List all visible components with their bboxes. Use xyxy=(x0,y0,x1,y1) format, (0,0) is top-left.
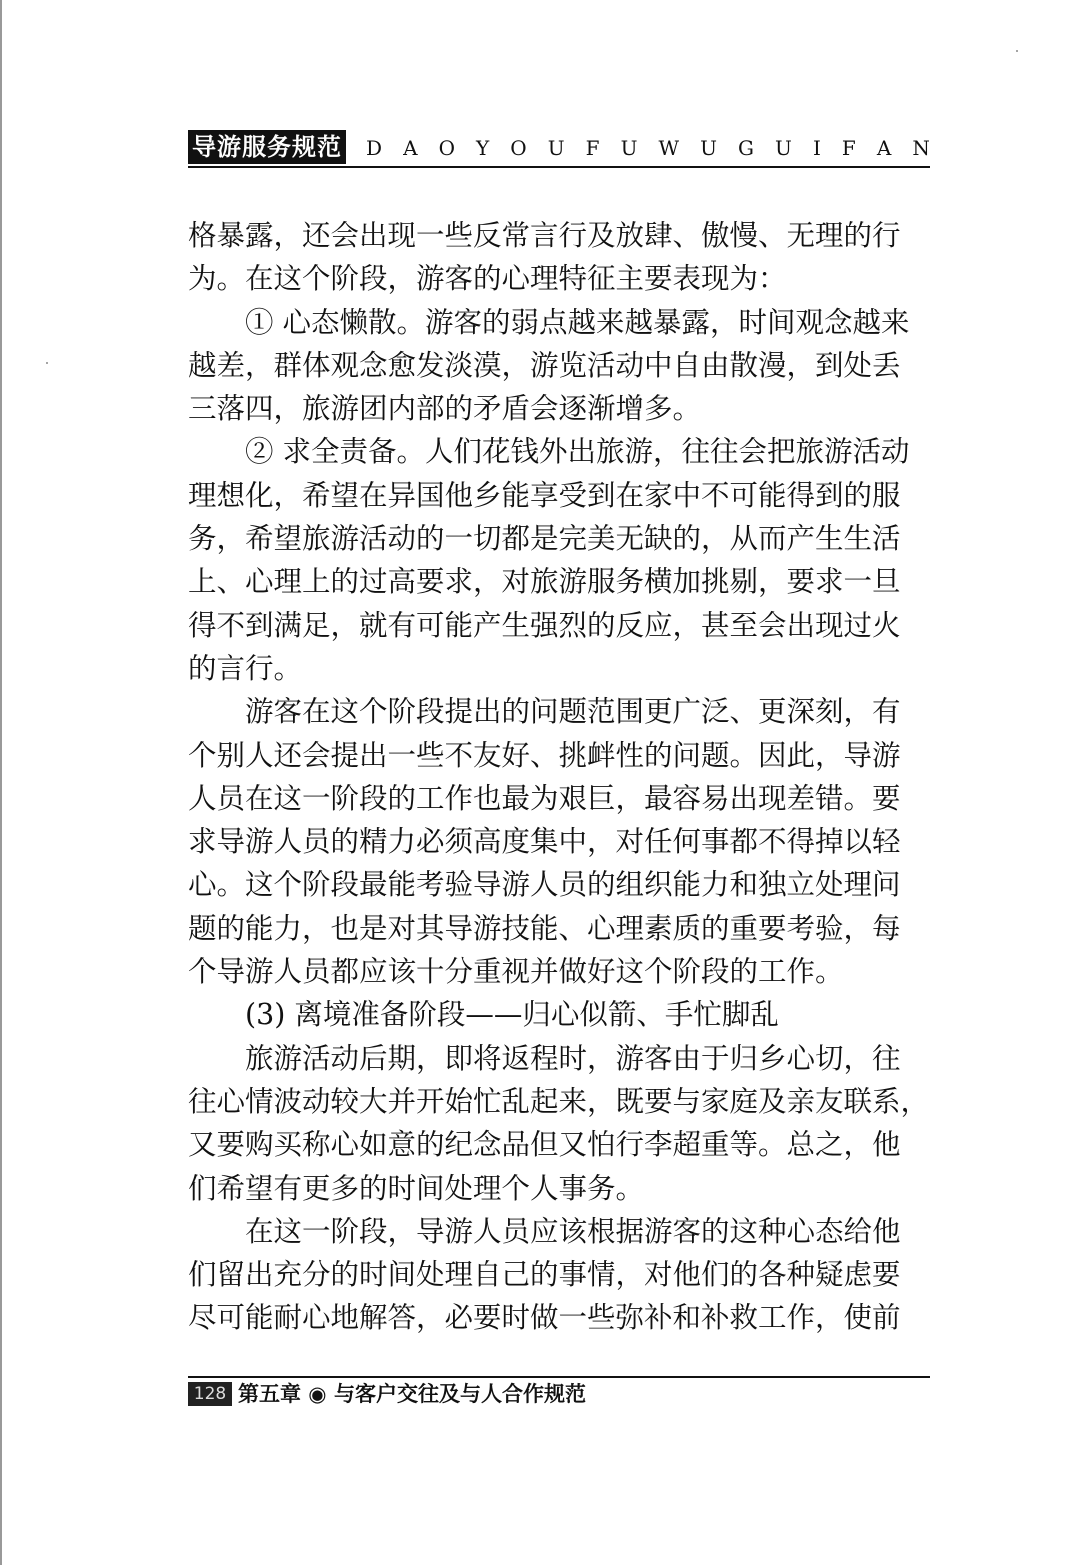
footer-rule xyxy=(188,1376,930,1378)
text-line: 务，希望旅游活动的一切都是完美无缺的，从而产生生活 xyxy=(188,522,901,556)
text-line: 们留出充分的时间处理自己的事情，对他们的各种疑虑要 xyxy=(188,1258,901,1292)
pinyin-letter: I xyxy=(812,136,821,160)
pinyin-letter: U xyxy=(620,136,638,160)
book-title-pinyin xyxy=(366,134,930,162)
pinyin-letter: U xyxy=(547,136,565,160)
text-line: 的言行。 xyxy=(188,651,303,685)
pinyin-letter: O xyxy=(510,136,527,160)
text-line: 尽可能耐心地解答，必要时做一些弥补和补救工作，使前 xyxy=(188,1301,901,1335)
pinyin-letter: O xyxy=(438,136,455,160)
text-line: 往心情波动较大并开始忙乱起来，既要与家庭及亲友联系， xyxy=(188,1084,930,1118)
text-line: 为。在这个阶段，游客的心理特征主要表现为： xyxy=(188,262,787,296)
page-left-edge xyxy=(0,0,2,1565)
text-line: ① 心态懒散。游客的弱点越来越暴露，时间观念越来 xyxy=(188,305,910,339)
text-line: 题的能力，也是对其导游技能、心理素质的重要考验，每 xyxy=(188,911,901,945)
body-text xyxy=(188,214,930,1340)
text-line: 格暴露，还会出现一些反常言行及放肆、傲慢、无理的行 xyxy=(188,219,901,252)
scan-speck xyxy=(1016,50,1018,52)
pinyin-letter: U xyxy=(775,136,792,160)
text-line: 三落四，旅游团内部的矛盾会逐渐增多。 xyxy=(188,392,702,426)
book-title: 导游服务规范 xyxy=(188,130,346,164)
pinyin-letter: F xyxy=(841,136,856,160)
pinyin-letter: F xyxy=(585,136,600,160)
text-line: (3) 离境准备阶段——归心似箭、手忙脚乱 xyxy=(188,998,779,1032)
page-number: 128 xyxy=(188,1382,232,1406)
pinyin-letter: Y xyxy=(476,136,490,160)
pinyin-letter: A xyxy=(403,136,418,160)
text-line: 人员在这一阶段的工作也最为艰巨，最容易出现差错。要 xyxy=(188,781,901,815)
running-header xyxy=(188,130,930,170)
text-line: 游客在这个阶段提出的问题范围更广泛、更深刻，有 xyxy=(188,695,901,729)
scan-speck xyxy=(46,362,48,364)
header-rule xyxy=(188,166,930,168)
text-line: 心。这个阶段最能考验导游人员的组织能力和独立处理问 xyxy=(188,868,901,902)
chapter-title: 第五章 ◉ 与客户交往及与人合作规范 xyxy=(238,1382,586,1406)
pinyin-letter: U xyxy=(700,136,717,160)
text-line: ② 求全责备。人们花钱外出旅游，往往会把旅游活动 xyxy=(188,435,910,469)
pinyin-letter: W xyxy=(658,136,680,160)
pinyin-letter: A xyxy=(876,136,892,160)
text-line: 在这一阶段，导游人员应该根据游客的这种心态给他 xyxy=(188,1214,901,1248)
text-line: 个导游人员都应该十分重视并做好这个阶段的工作。 xyxy=(188,955,844,989)
text-line: 上、心理上的过高要求，对旅游服务横加挑剔，要求一旦 xyxy=(188,565,901,599)
running-footer xyxy=(188,1376,930,1416)
text-line: 旅游活动后期，即将返程时，游客由于归乡心切，往 xyxy=(188,1041,901,1075)
text-line: 越差，群体观念愈发淡漠，游览活动中自由散漫，到处丢 xyxy=(188,348,901,382)
text-line: 理想化，希望在异国他乡能享受到在家中不可能得到的服 xyxy=(188,478,901,512)
pinyin-letter: D xyxy=(366,136,383,160)
pinyin-letter: N xyxy=(912,136,930,160)
text-line: 个别人还会提出一些不友好、挑衅性的问题。因此，导游 xyxy=(188,738,901,772)
pinyin-letter: G xyxy=(738,136,754,160)
text-line: 又要购买称心如意的纪念品但又怕行李超重等。总之，他 xyxy=(188,1128,901,1162)
text-line: 们希望有更多的时间处理个人事务。 xyxy=(188,1171,645,1205)
text-line: 得不到满足，就有可能产生强烈的反应，甚至会出现过火 xyxy=(188,608,901,642)
text-line: 求导游人员的精力必须高度集中，对任何事都不得掉以轻 xyxy=(188,825,901,859)
